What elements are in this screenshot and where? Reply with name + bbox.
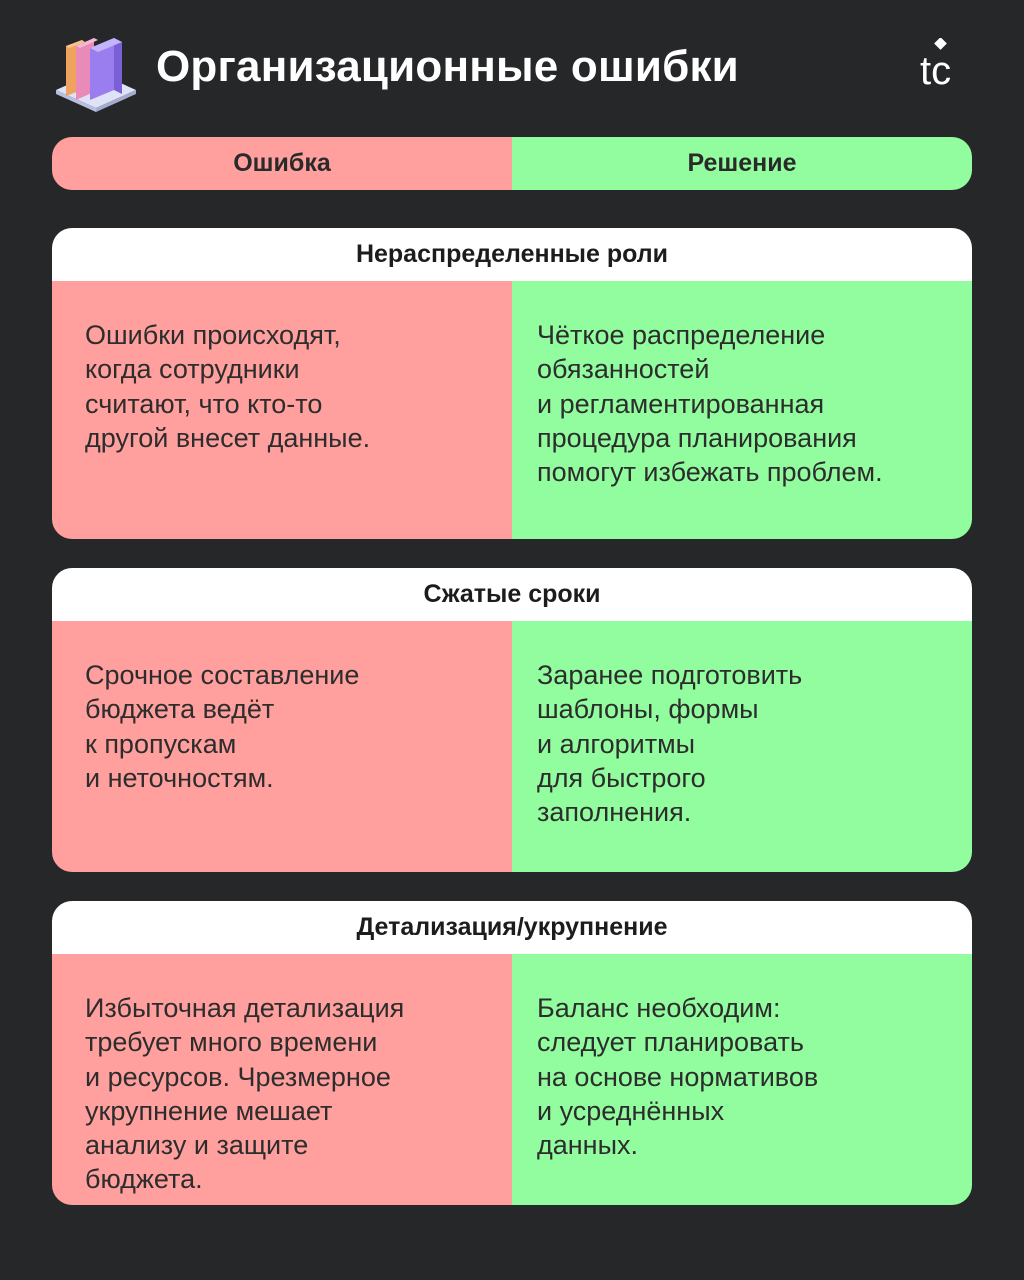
solution-text: Чёткое распределение обязанностей и регламентированная процедура планирования помогут избежать проблем. [512, 281, 972, 539]
solution-text: Баланс необходим: следует планировать на основе нормативов и усреднённых данных. [512, 954, 972, 1205]
solution-column-label: Решение [512, 137, 972, 190]
svg-text:tc: tc [920, 49, 952, 90]
card-title: Детализация/укрупнение [52, 901, 972, 954]
brand-logo [920, 38, 966, 90]
card-detailing [52, 901, 972, 1205]
column-headers [52, 137, 972, 190]
card-title: Нераспределенные роли [52, 228, 972, 281]
error-column-label: Ошибка [52, 137, 512, 190]
error-text: Срочное составление бюджета ведёт к пропускам и неточностям. [52, 621, 512, 872]
error-text: Избыточная детализация требует много времени и ресурсов. Чрезмерное укрупнение мешает анализу и защите бюджета. [52, 954, 512, 1205]
solution-text: Заранее подготовить шаблоны, формы и алгоритмы для быстрого заполнения. [512, 621, 972, 872]
page-title: Организационные ошибки [156, 42, 739, 91]
card-title: Сжатые сроки [52, 568, 972, 621]
error-text: Ошибки происходят, когда сотрудники считают, что кто-то другой внесет данные. [52, 281, 512, 539]
books-icon [52, 32, 138, 112]
card-roles [52, 228, 972, 539]
header [52, 28, 972, 112]
card-deadlines [52, 568, 972, 872]
